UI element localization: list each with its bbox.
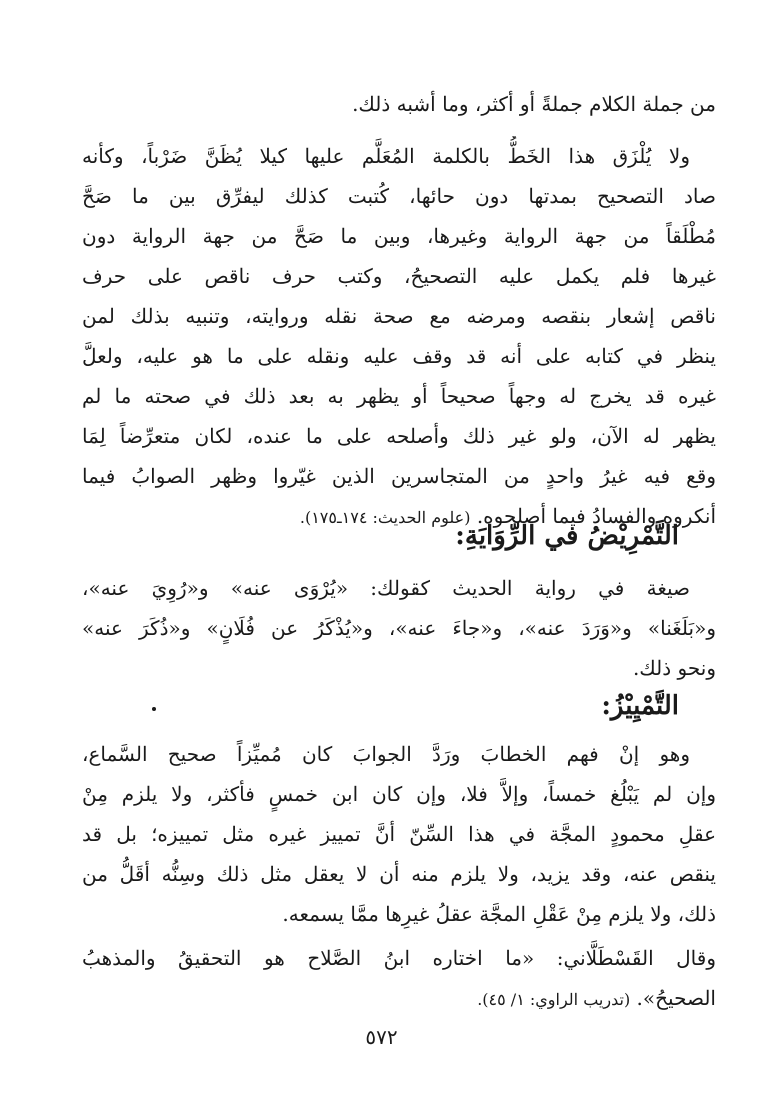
paragraph-line: ناقص إشعار بنقصه ومرضه مع صحة نقله وروايته، وتنبيه بذلك لمن — [82, 304, 716, 328]
paragraph-line: عقلِ محمودٍ المجَّة في هذا السِّنّ أنَّ تمييز غيره مثل تمييزه؛ بل قد — [82, 822, 716, 846]
paragraph-line: مُطْلَقاً من جهة الرواية وغيرها، وبين ما صَحَّ من جهة الرواية دون — [82, 224, 716, 248]
quote-citation: (تدريب الراوي: ١/ ٤٥). — [477, 990, 631, 1009]
citation: (علوم الحديث: ١٧٤ـ١٧٥). — [299, 508, 471, 527]
quote-last-line — [82, 978, 716, 1018]
paragraph-last-text: أنكروه والفسادُ فيما أصلحوه. — [476, 504, 716, 528]
paragraph-1 — [82, 136, 716, 536]
page-number: ٥٧٢ — [365, 1025, 398, 1049]
paragraph-line: صيغة في رواية الحديث كقولك: «يُرْوَى عنه» و«رُوِيَ عنه»، — [82, 576, 690, 600]
intro-block — [82, 84, 716, 124]
stray-dot — [152, 707, 156, 711]
section-2-body — [82, 734, 716, 934]
intro-line: من جملة الكلام جملةً أو أكثر، وما أشبه ذلك. — [352, 92, 716, 116]
paragraph-line: وإن لم يَبْلُغ خمساً، وإلاَّ فلا، وإن كان ابن خمسٍ فأكثر، ولا يلزم مِنْ — [82, 782, 716, 806]
paragraph-line: غيره قد يخرج له وجهاً صحيحاً أو يظهر به بعد ذلك في صحته ما لم — [82, 384, 716, 408]
section-heading-tamreed: التَّمْرِيْضُ في الرِّوَايَةِ: — [455, 521, 679, 551]
paragraph-line: و«بَلَغَنا» و«وَرَدَ عنه»، و«جاءَ عنه»، و«يُذْكَرُ عن فُلَانٍ» و«ذُكَرَ عنه» — [82, 616, 716, 640]
quote-last-text: الصحيحُ». — [636, 986, 716, 1010]
paragraph-last-line: ونحو ذلك. — [632, 656, 716, 680]
paragraph-last-line: ذلك، ولا يلزم مِنْ عَقْلِ المجَّة عقلُ غيرِها ممَّا يسمعه. — [282, 902, 716, 926]
paragraph-line: وقع فيه غيرُ واحدٍ من المتجاسرين الذين غيّروا وظهر الصوابُ فيما — [82, 464, 716, 488]
quote-block — [82, 938, 716, 1018]
quote-line: وقال القَسْطَلَّاني: «ما اختاره ابنُ الصَّلاح هو التحقيقُ والمذهبُ — [82, 946, 716, 970]
paragraph-line: ينظر في كتابه على أنه قد وقف عليه ونقله على ما هو عليه، ولعلَّ — [82, 344, 716, 368]
section-1-body — [82, 568, 716, 688]
paragraph-line: ينقص عنه، وقد يزيد، ولا يلزم منه أن لا يعقل مثل ذلك وسِنُّه أقَلُّ من — [82, 862, 716, 886]
paragraph-line: يظهر له الآن، ولو غير ذلك وأصلحه على ما عنده، لكان متعرِّضاً لِمَا — [82, 424, 716, 448]
paragraph-line: صاد التصحيح بمدتها دون حائها، كُتبت كذلك ليفرِّق بين ما صَحَّ — [82, 184, 716, 208]
paragraph-line: وهو إنْ فهم الخطابَ ورَدَّ الجوابَ كان مُميِّزاً صحيح السَّماع، — [82, 742, 690, 766]
section-heading-tamyeez: التَّمْيِيْزُ: — [601, 691, 679, 721]
paragraph-line: ولا يُلْزَق هذا الخَطُّ بالكلمة المُعَلَّم عليها كيلا يُظَنَّ ضَرْباً، وكأنه — [82, 144, 690, 168]
paragraph-line: غيرها فلم يكمل عليه التصحيحُ، وكتب حرف ناقص على حرف — [82, 264, 716, 288]
